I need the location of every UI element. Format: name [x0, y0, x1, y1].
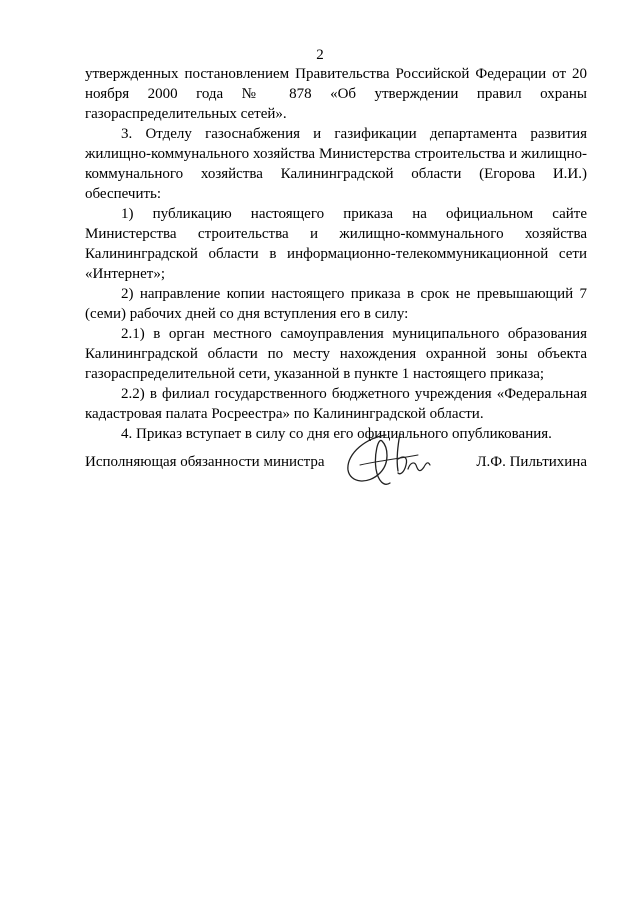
document-body	[85, 64, 587, 444]
paragraph-item-2-2: 2.2) в филиал государственного бюджетного учреждения «Федеральная кадастровая палата Росреестра» по Калининградской области.	[85, 386, 587, 422]
signatory-title: Исполняющая обязанности министра	[85, 454, 325, 470]
paragraph-item-4: 4. Приказ вступает в силу со дня его официального опубликования.	[121, 426, 552, 442]
paragraph-continuation: утвержденных постановлением Правительства Российской Федерации от 20 ноября 2000 года № 878 «Об утверждении правил охраны газораспределительных сетей».	[85, 66, 587, 122]
page-number: 2	[316, 47, 324, 63]
paragraph-item-3-1: 1) публикацию настоящего приказа на официальном сайте Министерства строительства и жилищно-коммунального хозяйства Калининградской области в информационно-телекоммуникационной сети «Интернет»;	[85, 206, 587, 282]
paragraph-item-3-2: 2) направление копии настоящего приказа в срок не превышающий 7 (семи) рабочих дней со дня вступления его в силу:	[85, 286, 587, 322]
paragraph-item-3: 3. Отделу газоснабжения и газификации департамента развития жилищно-коммунального хозяйства Министерства строительства и жилищно-коммунального хозяйства Калининградской области (Егорова И.И.) обеспечить:	[85, 126, 587, 202]
signatory-name: Л.Ф. Пильтихина	[476, 454, 587, 470]
handwritten-signature	[338, 425, 448, 495]
paragraph-item-2-1: 2.1) в орган местного самоуправления муниципального образования Калининградской области по месту нахождения охранной зоны объекта газораспределительной сети, указанной в пункте 1 настоящего приказа;	[85, 326, 587, 382]
